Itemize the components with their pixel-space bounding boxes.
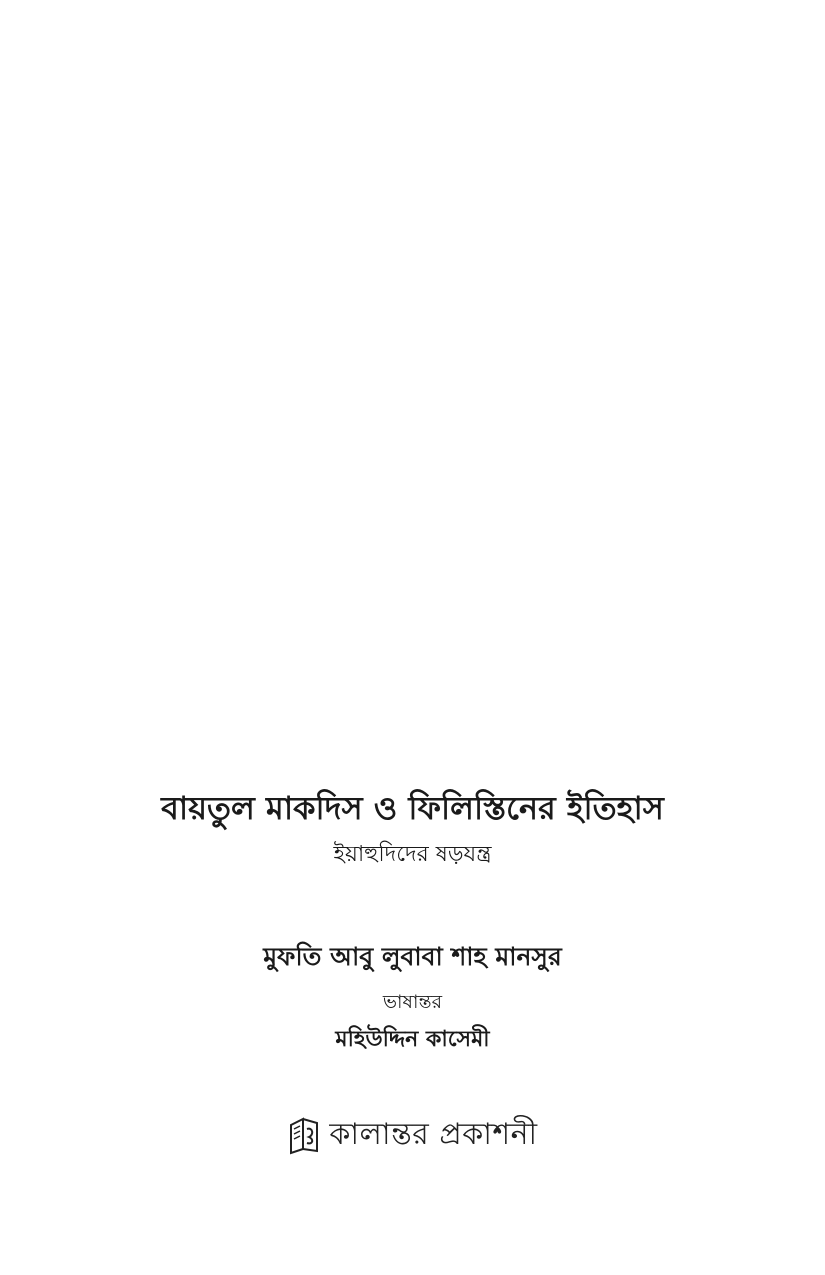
book-subtitle: ইয়াহুদিদের ষড়যন্ত্র (333, 842, 492, 867)
book-logo-icon (287, 1115, 321, 1155)
translator-name: মহিউদ্দিন কাসেমী (335, 1027, 490, 1052)
translator-role-label: ভাষান্তর (382, 991, 443, 1013)
book-title: বায়তুল মাকদিস ও ফিলিস্তিনের ইতিহাস (161, 789, 664, 827)
publisher-name: কালান্তর প্রকাশনী (329, 1117, 538, 1152)
author-name: মুফতি আবু লুবাবা শাহ মানসুর (263, 942, 562, 971)
publisher-imprint (0, 1110, 825, 1160)
